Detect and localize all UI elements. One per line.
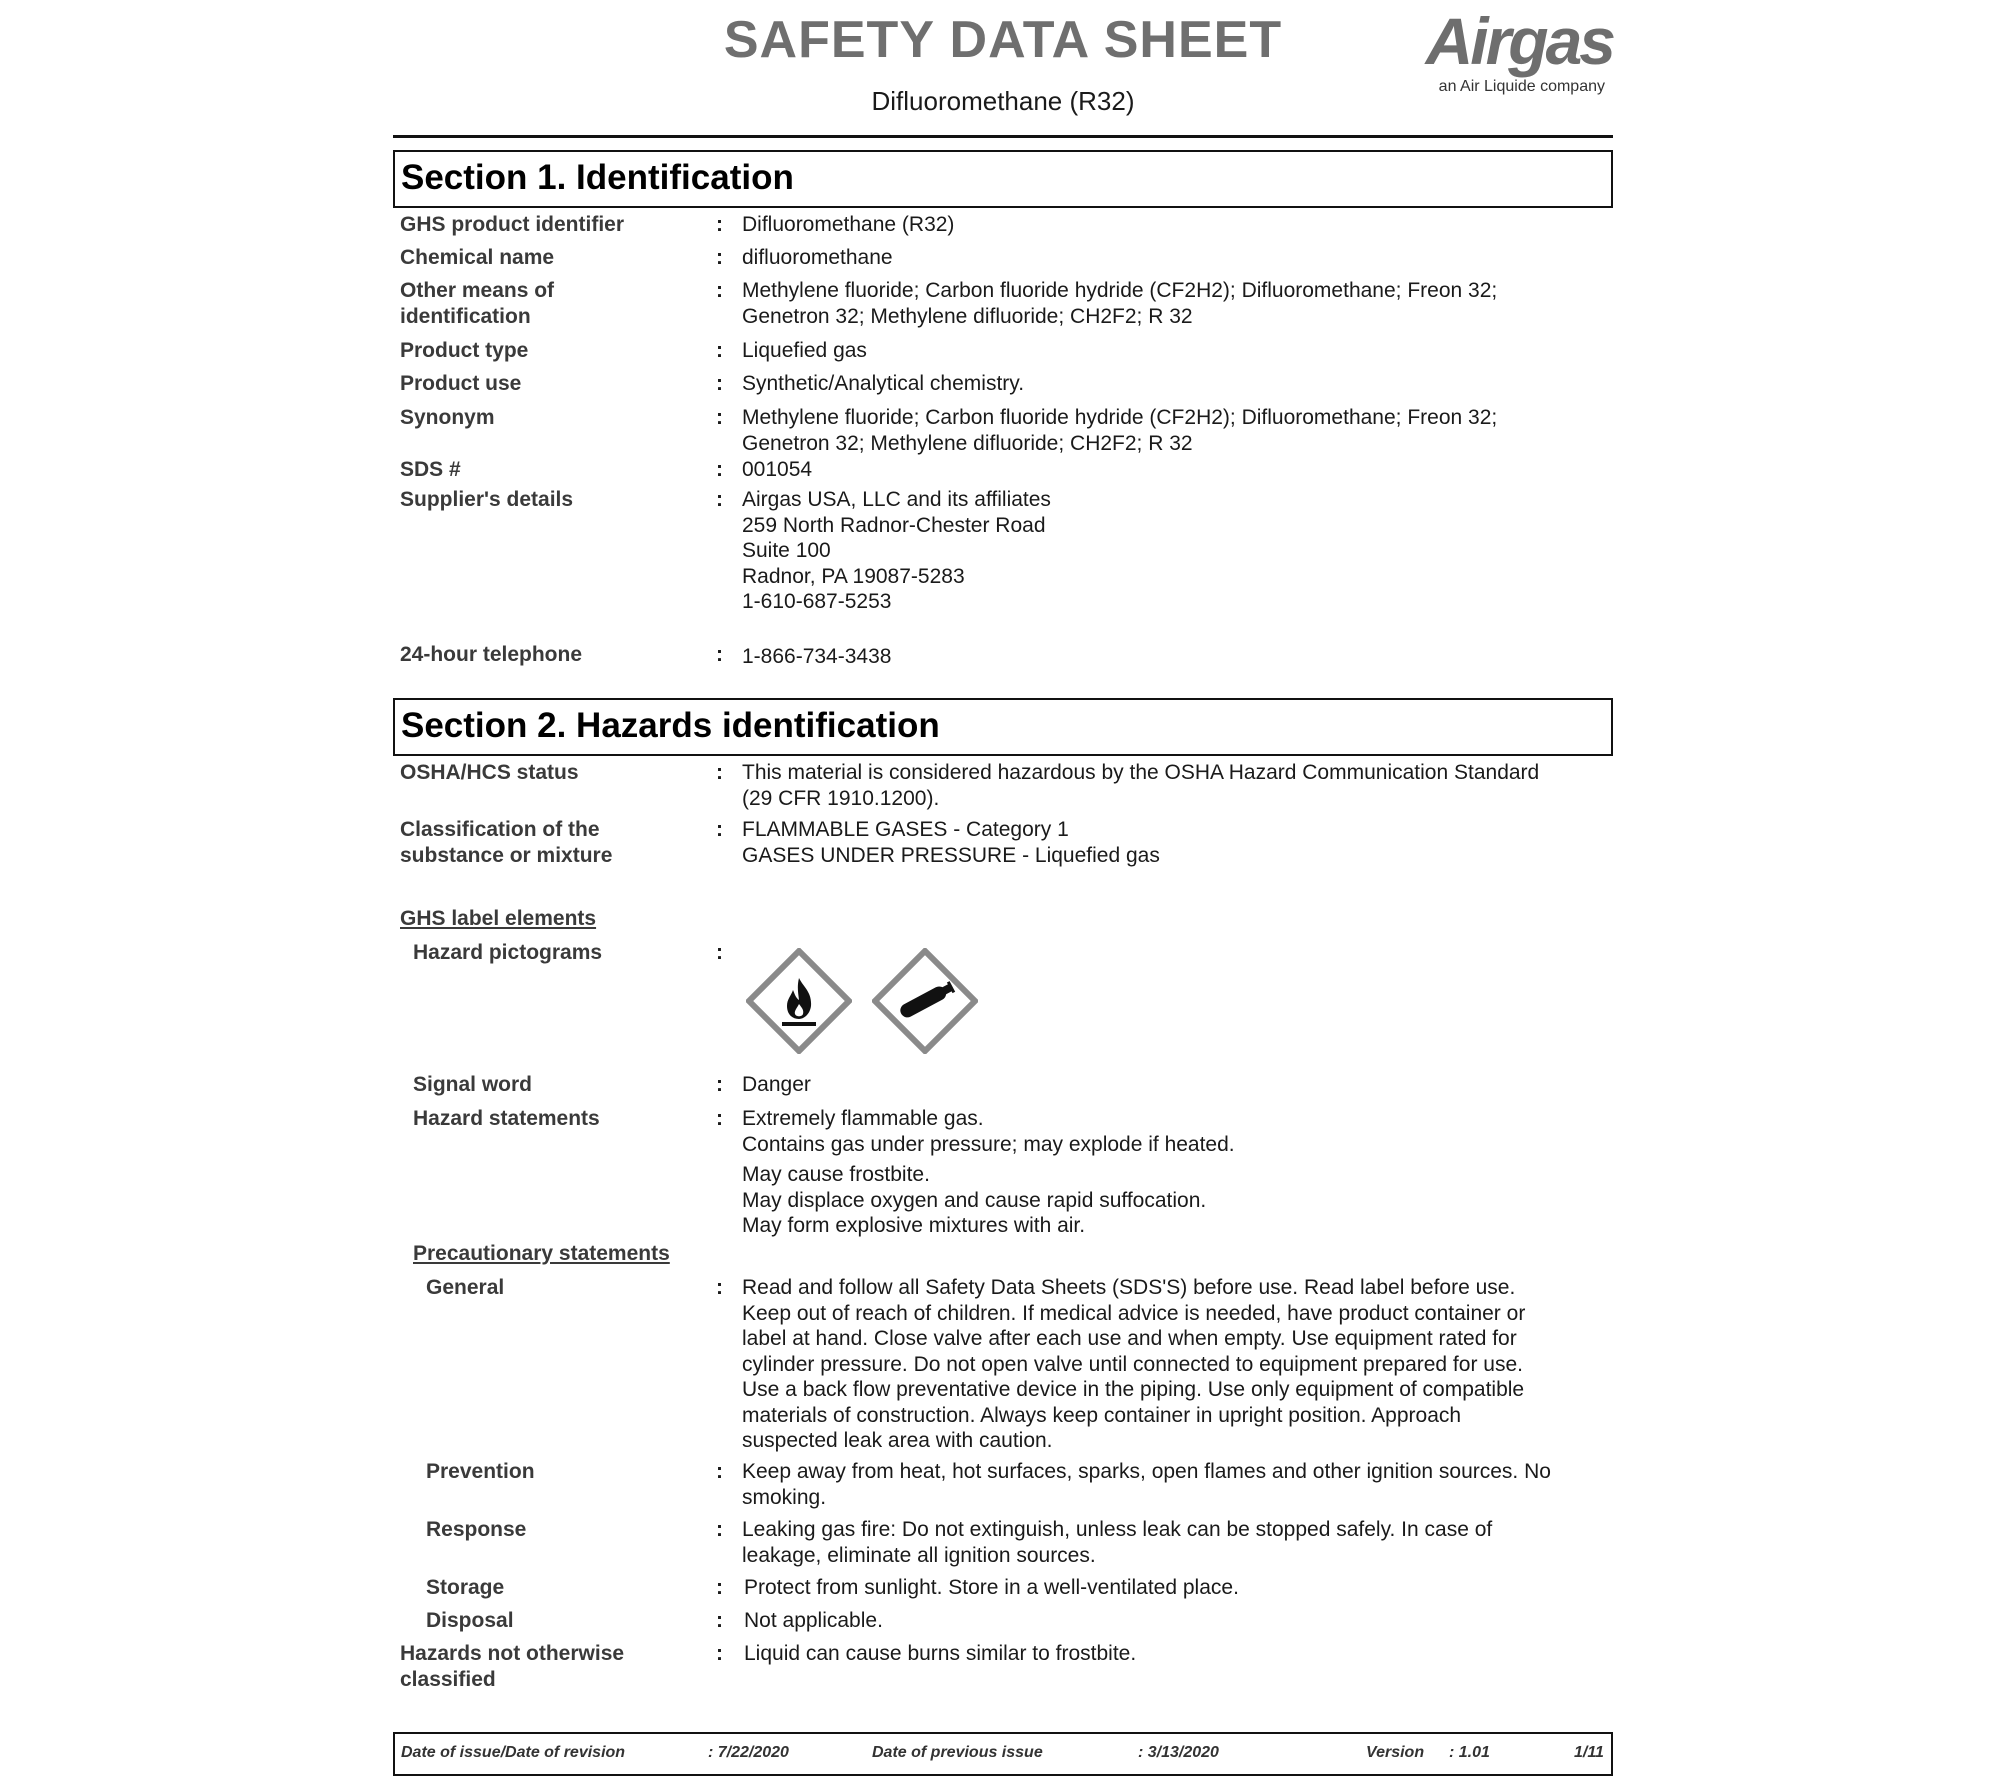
row-value: Leaking gas fire: Do not extinguish, unless leak can be stopped safely. In case of leakage, eliminate all ignition sources. (742, 1518, 1493, 1567)
row-label: Synonym (400, 406, 495, 429)
precautionary-statements-heading: Precautionary statements (413, 1242, 670, 1265)
row-label: Signal word (413, 1073, 533, 1096)
row-label: General (426, 1276, 505, 1299)
row-value: Airgas USA, LLC and its affiliates 259 North Radnor-Chester Road Suite 100 Radnor, PA 19087-5283 1-610-687-5253 (742, 488, 1051, 613)
colon: : (716, 761, 723, 784)
colon: : (716, 1276, 723, 1299)
row-label: Hazards not otherwise classified (400, 1642, 625, 1691)
logo-wordmark: Airgas (1425, 4, 1613, 78)
row-label: Disposal (426, 1609, 514, 1632)
colon: : (716, 213, 723, 236)
colon: : (716, 339, 723, 362)
row-value: Methylene fluoride; Carbon fluoride hydride (CF2H2); Difluoromethane; Freon 32; Genetron 32; Methylene difluoride; CH2F2; R 32 (742, 406, 1498, 455)
ghs-label-elements-heading: GHS label elements (400, 907, 597, 930)
section-2-header (393, 698, 1613, 756)
row-label: SDS # (400, 458, 461, 481)
page-footer (393, 1732, 1613, 1776)
colon: : (716, 1518, 723, 1541)
row-value: Liquid can cause burns similar to frostbite. (744, 1642, 1137, 1665)
row-label: Other means of identification (400, 279, 555, 328)
row-value: Not applicable. (744, 1609, 883, 1632)
section-2-title: Section 2. Hazards identification (401, 706, 940, 745)
row-value: 001054 (742, 458, 813, 481)
row-value: Synthetic/Analytical chemistry. (742, 372, 1025, 395)
row-value: Difluoromethane (R32) (742, 213, 955, 236)
row-value: Protect from sunlight. Store in a well-ventilated place. (744, 1576, 1239, 1599)
row-value: Liquefied gas (742, 339, 867, 362)
row-label: Supplier's details (400, 488, 574, 511)
colon: : (716, 1642, 723, 1665)
row-value: Danger (742, 1073, 811, 1096)
row-value: FLAMMABLE GASES - Category 1 GASES UNDER PRESSURE - Liquefied gas (742, 818, 1160, 867)
product-subtitle: Difluoromethane (R32) (871, 86, 1135, 116)
row-value: This material is considered hazardous by the OSHA Hazard Communication Standard (29 CFR 1910.1200). (742, 761, 1540, 810)
colon: : (716, 1107, 723, 1130)
row-label: Storage (426, 1576, 505, 1599)
colon: : (716, 406, 723, 429)
colon: : (716, 941, 723, 964)
row-label: Hazard statements (413, 1107, 600, 1130)
row-value: Methylene fluoride; Carbon fluoride hydride (CF2H2); Difluoromethane; Freon 32; Genetron 32; Methylene difluoride; CH2F2; R 32 (742, 279, 1498, 328)
previous-issue-label: Date of previous issue (872, 1744, 1043, 1761)
row-label: Chemical name (400, 246, 555, 269)
row-label: 24-hour telephone (400, 643, 583, 666)
colon: : (716, 1609, 723, 1632)
row-label: Response (426, 1518, 527, 1541)
colon: : (716, 372, 723, 395)
issue-date-label: Date of issue/Date of revision (401, 1744, 626, 1761)
row-label: Product use (400, 372, 522, 395)
row-label: Product type (400, 339, 529, 362)
airgas-logo (1423, 4, 1613, 96)
flame-icon (746, 948, 852, 1054)
colon: : (716, 1460, 723, 1483)
colon: : (716, 643, 723, 666)
sds-page (393, 0, 1613, 1778)
row-label: Hazard pictograms (413, 941, 603, 964)
row-value: Read and follow all Safety Data Sheets (SDS'S) before use. Read label before use. Keep out of reach of children. If medical advice is needed, have product container or label at hand. Close valve after each use and when empty. Use equipment rated for cylinder pressure. Do not open valve until connected to equipment prepared for use. Use a back flow preventative device in the piping. Use only equipment of compatible materials of construction. Always keep container in upright position. Approach suspected leak area with caution. (742, 1276, 1526, 1452)
issue-date-value: : 7/22/2020 (708, 1744, 789, 1761)
colon: : (716, 818, 723, 841)
row-label: GHS product identifier (400, 213, 625, 236)
colon: : (716, 279, 723, 302)
colon: : (716, 488, 723, 511)
colon: : (716, 1576, 723, 1599)
colon: : (716, 246, 723, 269)
colon: : (716, 458, 723, 481)
row-value: Keep away from heat, hot surfaces, sparks, open flames and other ignition sources. No smoking. (742, 1460, 1551, 1509)
gas-cylinder-icon (872, 948, 978, 1054)
colon: : (716, 1073, 723, 1096)
version-value: : 1.01 (1449, 1744, 1490, 1761)
document-title: SAFETY DATA SHEET (723, 11, 1283, 69)
page-number: 1/11 (1574, 1744, 1604, 1761)
version-label: Version (1366, 1744, 1425, 1761)
row-label: Classification of the substance or mixture (400, 818, 613, 867)
row-label: Prevention (426, 1460, 535, 1483)
logo-tagline: an Air Liquide company (1438, 78, 1605, 95)
row-label: OSHA/HCS status (400, 761, 579, 784)
row-value: difluoromethane (742, 246, 893, 269)
section-1-header (393, 150, 1613, 208)
row-value: 1-866-734-3438 (742, 645, 892, 668)
header-rule (393, 135, 1613, 138)
previous-issue-value: : 3/13/2020 (1138, 1744, 1219, 1761)
section-1-title: Section 1. Identification (401, 158, 794, 197)
row-value: Extremely flammable gas. Contains gas under pressure; may explode if heated. May cause frostbite. May displace oxygen and cause rapid suffocation. May form explosive mixtures with air. (742, 1107, 1235, 1237)
